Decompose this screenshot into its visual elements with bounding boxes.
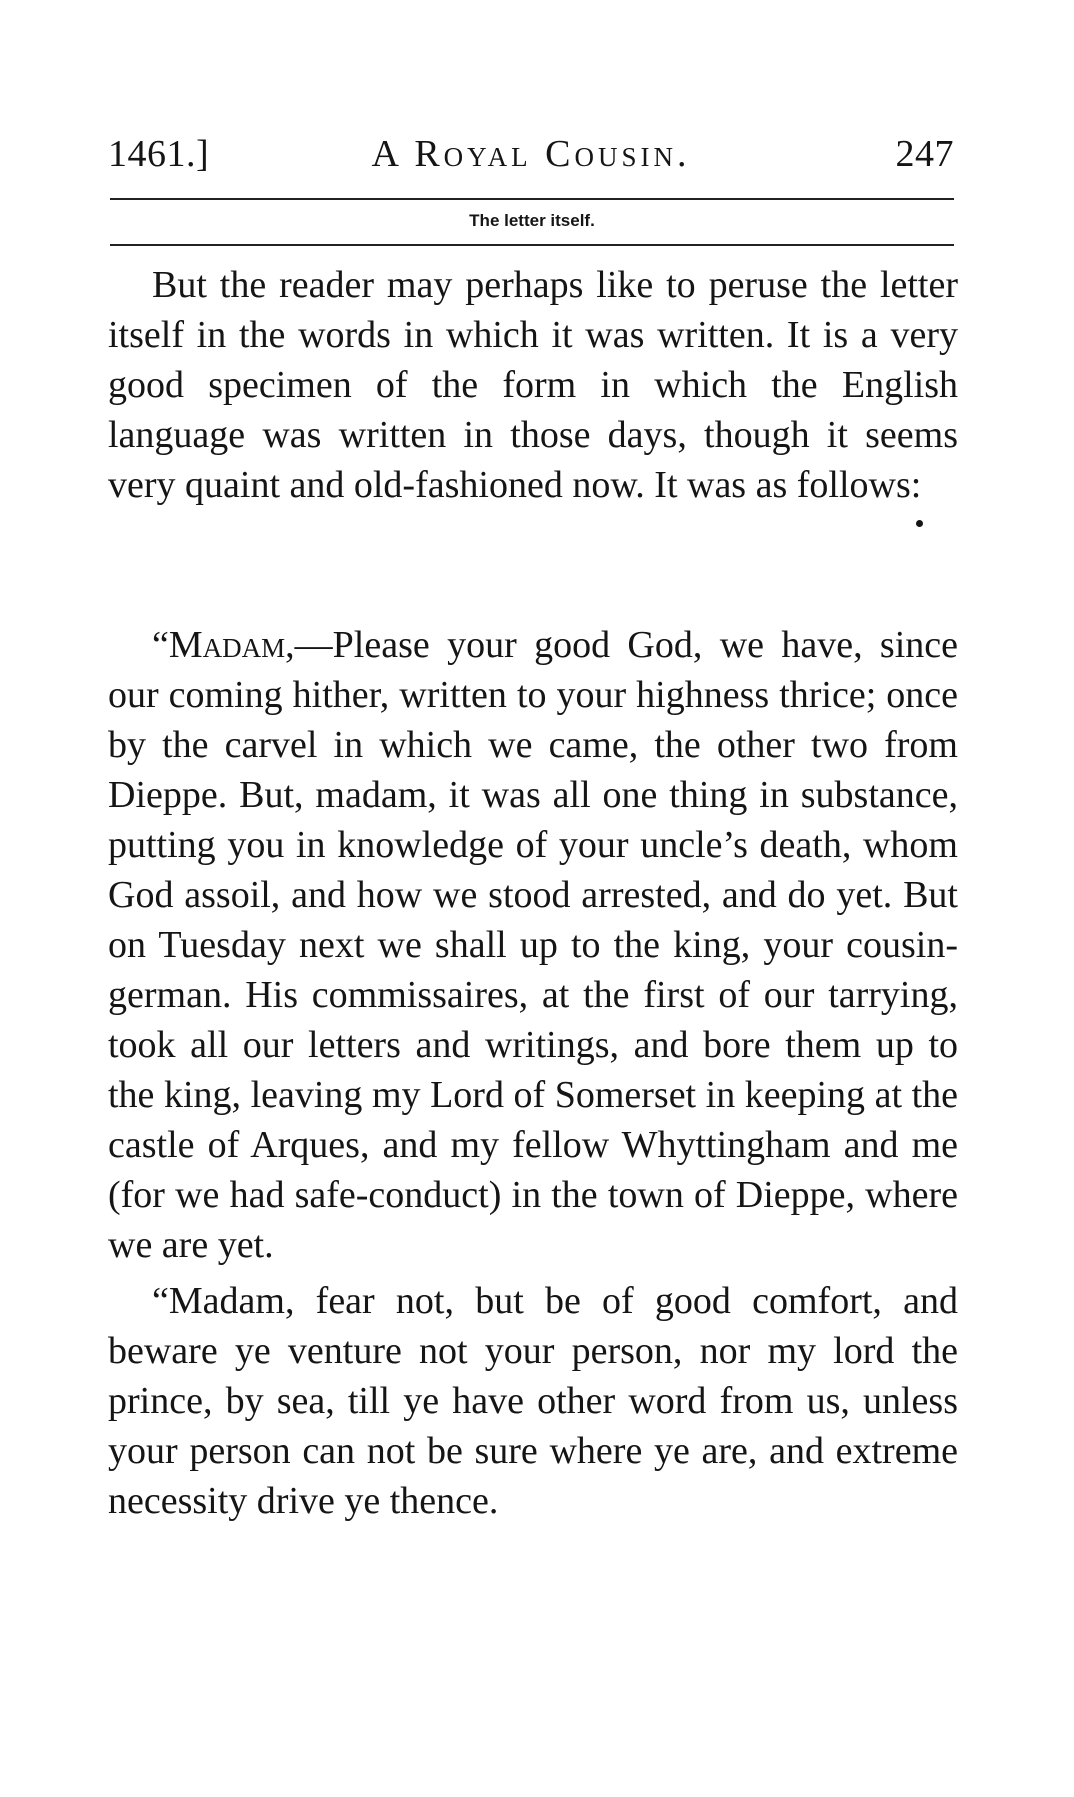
running-head: [108, 128, 954, 180]
opening-quote: “: [152, 624, 169, 666]
header-rule-top: [110, 198, 954, 200]
side-note: The letter itself.: [469, 211, 595, 230]
header-year: 1461.]: [108, 133, 210, 175]
letter-paragraph-1-body: ,—Please your good God, we have, since our coming hither, written to your highness thrice; once by the carvel in which we came, the other two from Dieppe. But, madam, it was all one thing in substance, putting you in knowledge of your uncle’s death, whom God assoil, and how we stood arrested, and do yet. But on Tuesday next we shall up to the king, your cousin-german. His commissaires, at the first of our tarrying, took all our letters and writings, and bore them up to the king, leaving my Lord of Somerset in keeping at the castle of Arques, and my fellow Whyttingham and me (for we had safe-conduct) in the town of Dieppe, where we are yet.: [108, 624, 958, 1266]
header-rule-bottom: [110, 244, 954, 246]
header-title: A Royal Cousin.: [371, 133, 691, 175]
letter-salutation: Madam: [168, 624, 286, 666]
intro-paragraph: But the reader may perhaps like to peruse the letter itself in the words in which it was written. It is a very good specimen of the form in which the English language was written in those days, though it seems very quaint and old-fashioned now. It was as follows:: [108, 264, 958, 506]
letter-paragraph-2: “Madam, fear not, but be of good comfort, and beware ye venture not your person, nor my lord the prince, by sea, till ye have other word from us, unless your person can not be sure where ye are, and extreme necessity drive ye thence.: [108, 1280, 958, 1522]
letter-section: [108, 620, 958, 1526]
page-number: 247: [895, 133, 954, 175]
intro-section: [108, 260, 958, 510]
ink-speck: [916, 520, 923, 527]
letter-paragraph-1: [108, 620, 958, 1270]
